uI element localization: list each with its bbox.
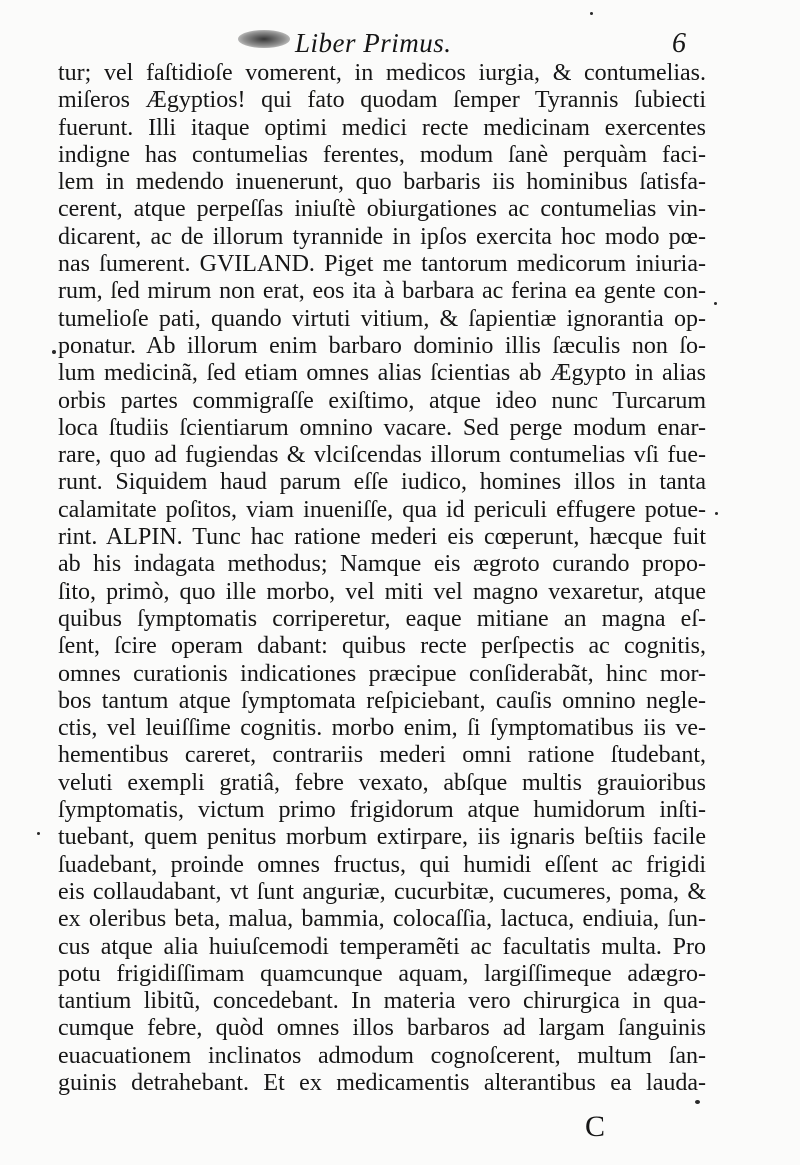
text-line: runt. Siquidem haud parum eſſe iudico, homines illos in tanta [58,469,706,496]
print-speck [590,12,593,15]
text-line: guinis detrahebant. Et ex medicamentis alterantibus ea lauda- [58,1069,706,1096]
text-line: quibus ſymptomatis corriperetur, eaque mitiane an magna eſ- [58,605,706,632]
text-line: indigne has contumelias ferentes, modum ſanè perquàm faci- [58,141,706,168]
text-line: ctis, vel leuiſſime cognitis. morbo enim, ſi ſymptomatibus iis ve- [58,715,706,742]
signature-mark: C [585,1110,606,1143]
text-line: euacuationem inclinatos admodum cognoſcerent, multum ſan- [58,1042,706,1069]
text-line: ponatur. Ab illorum enim barbaro dominio illis ſæculis non ſo- [58,332,706,359]
text-line: nas ſumerent. GVILAND. Piget me tantorum medicorum iniuria- [58,251,706,278]
print-speck [695,1100,700,1104]
body-text [58,60,706,1097]
text-line: eis collaudabant, vt ſunt anguriæ, cucurbitæ, cucumeres, poma, & [58,878,706,905]
text-line: ſuadebant, proinde omnes fructus, qui humidi eſſent ac frigidi [58,851,706,878]
text-line: cerent, atque perpeſſas iniuſtè obiurgationes ac contumelias vin- [58,196,706,223]
text-line: cumque febre, quòd omnes illos barbaros ad largam ſanguinis [58,1015,706,1042]
text-line: ſito, primò, quo ille morbo, vel miti vel magno vexaretur, atque [58,578,706,605]
text-line: tantium libitũ, concedebant. In materia vero chirurgica in qua- [58,988,706,1015]
text-line: rare, quo ad fugiendas & vlciſcendas illorum contumelias vſi fue- [58,442,706,469]
text-line: ſent, ſcire operam dabant: quibus recte perſpectis ac cognitis, [58,633,706,660]
text-line: potu frigidiſſimam quamcunque aquam, largiſſimeque adægro- [58,960,706,987]
ink-blot-mark [238,30,290,48]
text-line: calamitate poſitos, viam inueniſſe, qua id periculi effugere potue- [58,496,706,523]
text-line: ex oleribus beta, malua, bammia, colocaſſia, lactuca, endiuia, ſun- [58,906,706,933]
text-line: fuerunt. Illi itaque optimi medici recte medicinam exercentes [58,114,706,141]
text-line: lem in medendo inuenerunt, quo barbaris iis hominibus ſatisfa- [58,169,706,196]
text-line: orbis partes commigraſſe exiſtimo, atque ideo nunc Turcarum [58,387,706,414]
text-line: hementibus careret, contrariis mederi omni ratione ſtudebant, [58,742,706,769]
print-speck [37,832,40,835]
text-line: ſymptomatis, victum primo frigidorum atque humidorum inſti- [58,797,706,824]
text-line: tur; vel faſtidioſe vomerent, in medicos iurgia, & contumelias. [58,60,706,86]
text-line: lum medicinã, ſed etiam omnes alias ſcientias ab Ægypto in alias [58,360,706,387]
text-line: loca ſtudiis ſcientiarum omnino vacare. Sed perge modum enar- [58,414,706,441]
text-line: dicarent, ac de illorum tyrannide in ipſos exercita hoc modo pœ- [58,223,706,250]
print-speck [715,512,718,515]
page-number: 6 [672,28,686,59]
print-speck [714,302,717,305]
running-title: Liber Primus. [295,28,452,58]
text-line: veluti exempli gratiâ, febre vexato, abſque multis grauioribus [58,769,706,796]
text-line: ab his indagata methodus; Namque eis ægroto curando propo- [58,551,706,578]
text-line: tuebant, quem penitus morbum extirpare, iis ignaris beſtiis facile [58,824,706,851]
text-line: tumelioſe pati, quando virtuti vitium, & ſapientiæ ignorantia op- [58,305,706,332]
text-line: omnes curationis indicationes præcipue conſiderabãt, hinc mor- [58,660,706,687]
text-line: bos tantum atque ſymptomata reſpiciebant, cauſis omnino negle- [58,687,706,714]
text-line: cus atque alia huiuſcemodi temperamẽti ac facultatis multa. Pro [58,933,706,960]
text-line: rum, ſed mirum non erat, eos ita à barbara ac ferina ea gente con- [58,278,706,305]
text-line: miſeros Ægyptios! qui fato quodam ſemper Tyrannis ſubiecti [58,87,706,114]
print-speck [52,350,56,354]
text-line: rint. ALPIN. Tunc hac ratione mederi eis cœperunt, hæcque fuit [58,524,706,551]
